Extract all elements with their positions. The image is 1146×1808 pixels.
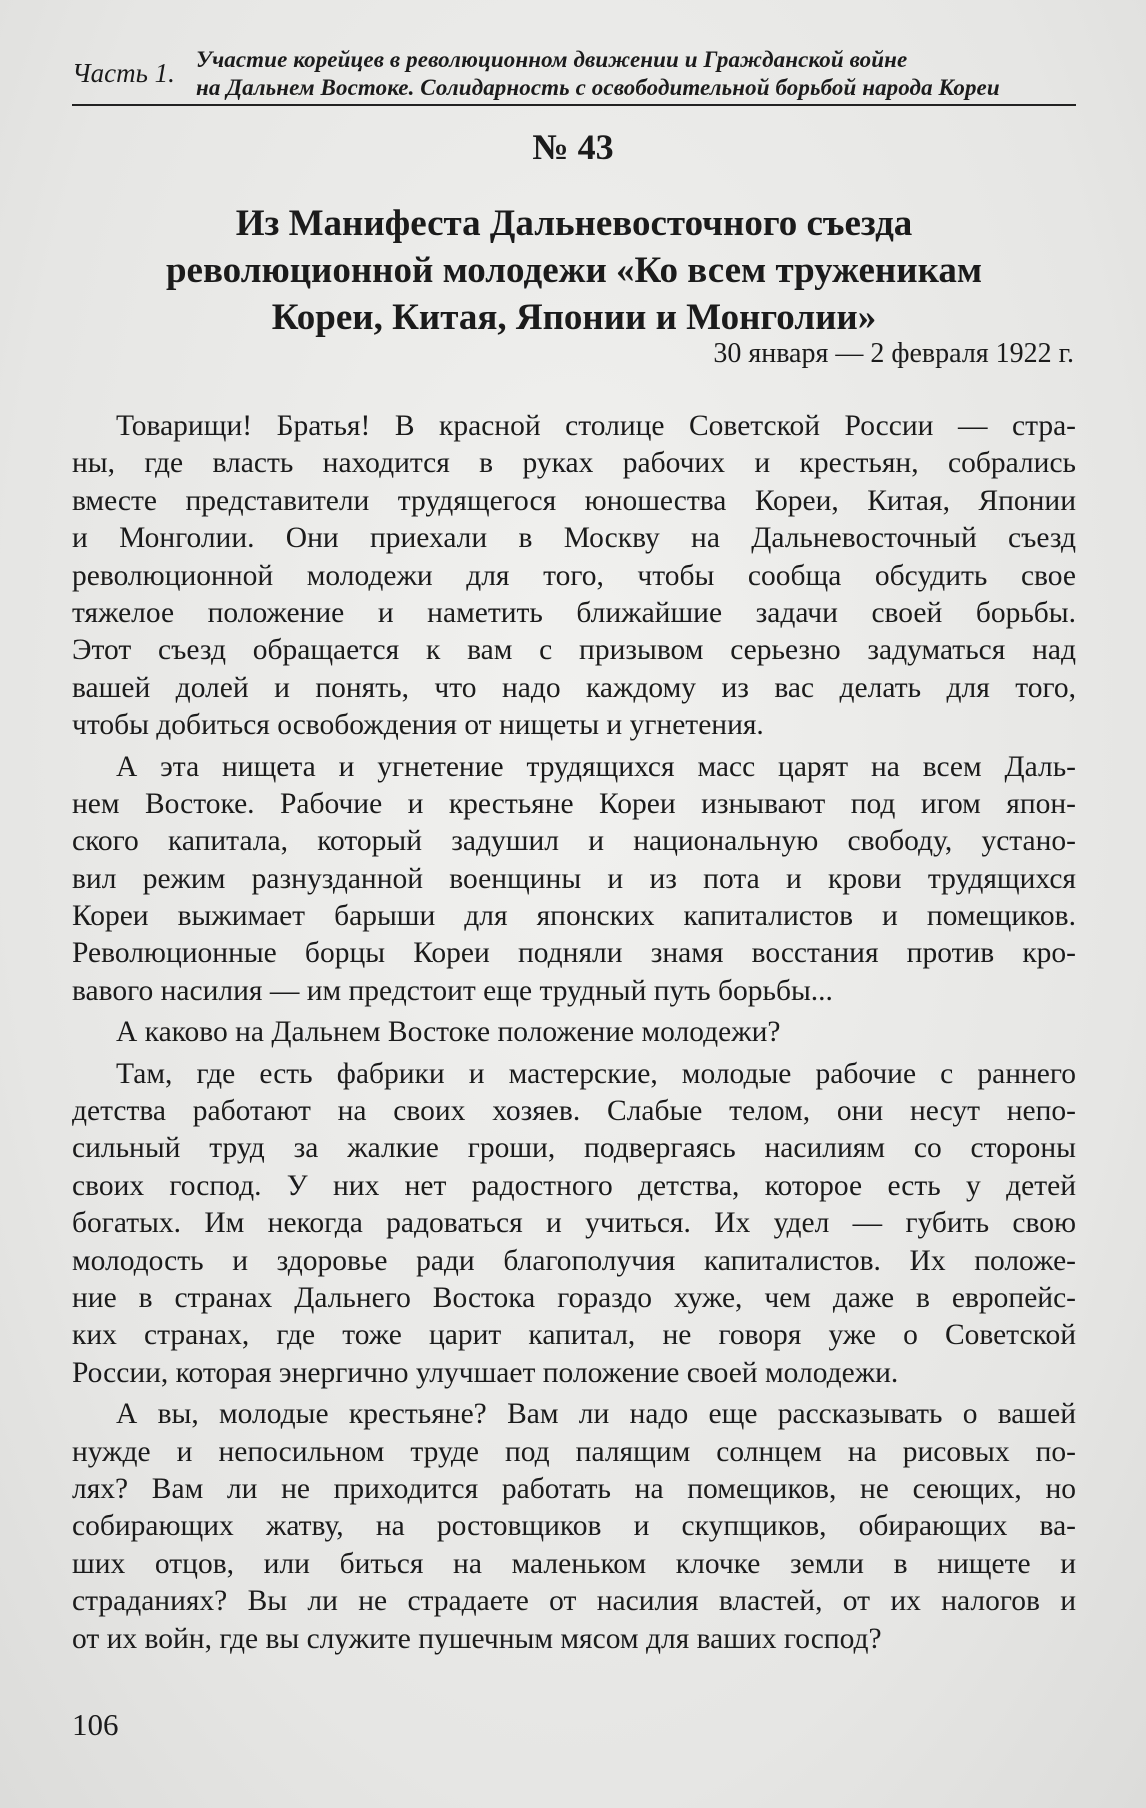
title-line: Из Манифеста Дальневосточного съезда: [235, 203, 913, 244]
text-line: революционной молодежи для того, чтобы сообща обсудить свое: [72, 559, 1076, 592]
text-line: ние в странах Дальнего Востока гораздо хуже, чем даже в европейс-: [72, 1281, 1076, 1314]
page-number: 106: [72, 1707, 119, 1742]
text-line: нем Востоке. Рабочие и крестьяне Кореи изнывают под игом япон-: [72, 787, 1076, 820]
body-text: [72, 408, 1076, 1658]
text-line: ны, где власть находится в руках рабочих и крестьян, собрались: [72, 447, 1076, 480]
header-rule: [72, 104, 1076, 106]
text-line: тяжелое положение и наметить ближайшие задачи своей борьбы.: [72, 596, 1076, 629]
header-chapter-title: [196, 46, 1000, 102]
text-line: России, которая энергично улучшает положение своей молодежи.: [72, 1356, 899, 1389]
header-part-label: Часть 1.: [72, 58, 175, 88]
text-line: Этот съезд обращается к вам с призывом серьезно задуматься над: [72, 634, 1076, 667]
text-line: собирающих жатву, на ростовщиков и скупщиков, обирающих ва-: [72, 1510, 1076, 1543]
text-line: вил режим разнузданной военщины и из пота и крови трудящихся: [72, 862, 1076, 895]
title-line: Кореи, Китая, Японии и Монголии»: [271, 297, 877, 338]
text-line: сильный труд за жалкие гроши, подвергаясь насилиям со стороны: [72, 1132, 1076, 1165]
text-line: ского капитала, который задушил и национальную свободу, устано-: [72, 825, 1076, 858]
text-line: своих господ. У них нет радостного детства, которое есть у детей: [72, 1169, 1076, 1202]
text-line: Революционные борцы Кореи подняли знамя восстания против кро-: [72, 937, 1076, 970]
text-line: Товарищи! Братья! В красной столице Советской России — стра-: [116, 410, 1076, 442]
text-line: Там, где есть фабрики и мастерские, молодые рабочие с раннего: [116, 1057, 1076, 1090]
text-line: страданиях? Вы ли не страдаете от насилия властей, от их налогов и: [72, 1585, 1076, 1618]
text-line: лях? Вам ли не приходится работать на помещиков, не сеющих, но: [72, 1472, 1076, 1505]
text-line: нужде и непосильном труде под палящим солнцем на рисовых по-: [72, 1435, 1076, 1468]
text-line: богатых. Им некогда радоваться и учиться. Их удел — губить свою: [72, 1207, 1076, 1240]
text-line: детства работают на своих хозяев. Слабые телом, они несут непо-: [72, 1095, 1076, 1128]
text-line: А каково на Дальнем Востоке положение молодежи?: [116, 1016, 781, 1049]
document-date: 30 января — 2 февраля 1922 г.: [713, 338, 1074, 369]
text-line: от их войн, где вы служите пушечным мясом для ваших господ?: [72, 1622, 882, 1655]
text-line: ших отцов, или биться на маленьком клочке земли в нищете и: [72, 1547, 1076, 1580]
document-title: [72, 200, 1076, 341]
header-line-2: на Дальнем Востоке. Солидарность с освободительной борьбой народа Кореи: [196, 75, 1000, 100]
running-header: [72, 40, 1072, 102]
text-line: и Монголии. Они приехали в Москву на Дальневосточный съезд: [72, 522, 1076, 555]
text-line: молодость и здоровье ради благополучия капиталистов. Их положе-: [72, 1244, 1076, 1277]
title-line: революционной молодежи «Ко всем труженикам: [165, 250, 983, 291]
text-line: А вы, молодые крестьяне? Вам ли надо еще рассказывать о вашей: [116, 1398, 1076, 1431]
text-line: чтобы добиться освобождения от нищеты и угнетения.: [72, 709, 764, 742]
text-line: ких странах, где тоже царит капитал, не говоря уже о Советской: [72, 1319, 1076, 1352]
header-line-1: Участие корейцев в революционном движении и Гражданской войне: [196, 47, 908, 72]
text-line: А эта нищета и угнетение трудящихся масс царят на всем Даль-: [116, 750, 1076, 783]
text-line: вавого насилия — им предстоит еще трудный путь борьбы...: [72, 974, 833, 1007]
text-line: Кореи выжимает барыши для японских капиталистов и помещиков.: [72, 900, 1076, 933]
text-line: вашей долей и понять, что надо каждому из вас делать для того,: [72, 671, 1076, 704]
text-line: вместе представители трудящегося юношества Кореи, Китая, Японии: [72, 484, 1076, 517]
document-number: № 43: [532, 127, 614, 167]
